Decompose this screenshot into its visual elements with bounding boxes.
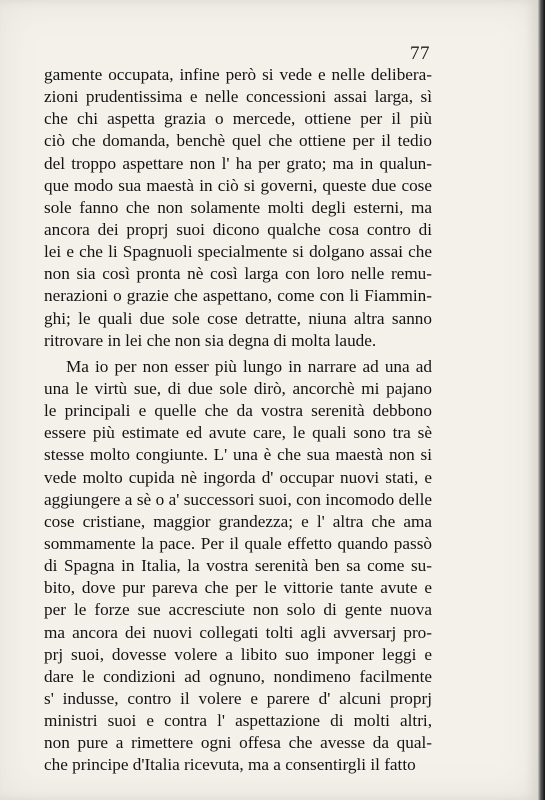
text-line: ma ancora dei nuovi collegati tolti agli avversarj pro- [44, 622, 432, 642]
text-line: bito, dove pur pareva che per le vittorie tante avute e [44, 578, 432, 598]
text-line: che chi aspetta grazia o mercede, ottiene per il più [44, 109, 432, 129]
text-line: nerazioni o grazie che aspettano, come con li Fiammin- [44, 286, 432, 306]
page-edge-shadow [538, 0, 545, 800]
body-text [44, 64, 432, 777]
text-line: ciò che domanda, benchè quel che ottiene per il tedio [44, 131, 432, 151]
text-line: ritrovare in lei che non sia degna di molta laude. [44, 330, 377, 350]
text-line: vede molto cupida nè ingorda d' occupar nuovi stati, e [44, 467, 432, 487]
text-line: Ma io per non esser più lungo in narrare ad una ad [66, 356, 432, 376]
text-line: per le forze sue accresciute non solo di gente nuova [44, 600, 432, 620]
text-line: aggiungere a sè o a' successori suoi, con incomodo delle [44, 489, 432, 509]
text-line: lei e che li Spagnuoli specialmente si dolgano assai che [44, 242, 432, 262]
text-line: prj suoi, dovesse volere a libito suo imponer leggi e [44, 644, 432, 664]
text-line: che principe d'Italia ricevuta, ma a consentirgli il fatto [44, 755, 416, 775]
text-line: non sia così pronta nè così larga con loro nelle remu- [44, 264, 432, 284]
text-line: ancora dei proprj suoi dicono qualche cosa contro di [44, 219, 432, 239]
paragraph [44, 64, 432, 352]
text-line: que modo sua maestà in ciò si governi, queste due cose [44, 175, 432, 195]
text-line: s' indusse, contro il volere e parere d' alcuni proprj [44, 688, 432, 708]
text-line: di Spagna in Italia, la vostra serenità ben sa come su- [44, 556, 432, 576]
text-line: una le virtù sue, di due sole dirò, ancorchè mi pajano [44, 378, 432, 398]
text-line: ghi; le quali due sole cose detratte, niuna altra sanno [44, 308, 432, 328]
text-line: gamente occupata, infine però si vede e nelle delibera- [44, 65, 432, 84]
text-line: dare le condizioni ad ognuno, nondimeno facilmente [44, 666, 432, 686]
page-number: 77 [410, 43, 430, 64]
text-line: del troppo aspettare non l' ha per grato; ma in qualun- [44, 153, 432, 173]
text-line: le principali e quelle che da vostra serenità debbono [44, 401, 432, 421]
text-line: cose cristiane, maggior grandezza; e l' altra che ama [44, 511, 432, 531]
text-line: stesse molto congiunte. L' una è che sua maestà non si [44, 445, 432, 465]
paragraph [44, 356, 432, 777]
text-line: essere più estimate ed avute care, le quali sono tra sè [44, 423, 432, 443]
text-line: sole fanno che non solamente molti degli esterni, ma [44, 197, 432, 217]
text-line: zioni prudentissima e nelle concessioni assai larga, sì [44, 87, 432, 107]
text-line: non pure a rimettere ogni offesa che avesse da qual- [44, 733, 432, 753]
text-line: sommamente la pace. Per il quale effetto quando passò [44, 533, 432, 553]
text-line: ministri suoi e contra l' aspettazione di molti altri, [44, 711, 432, 731]
